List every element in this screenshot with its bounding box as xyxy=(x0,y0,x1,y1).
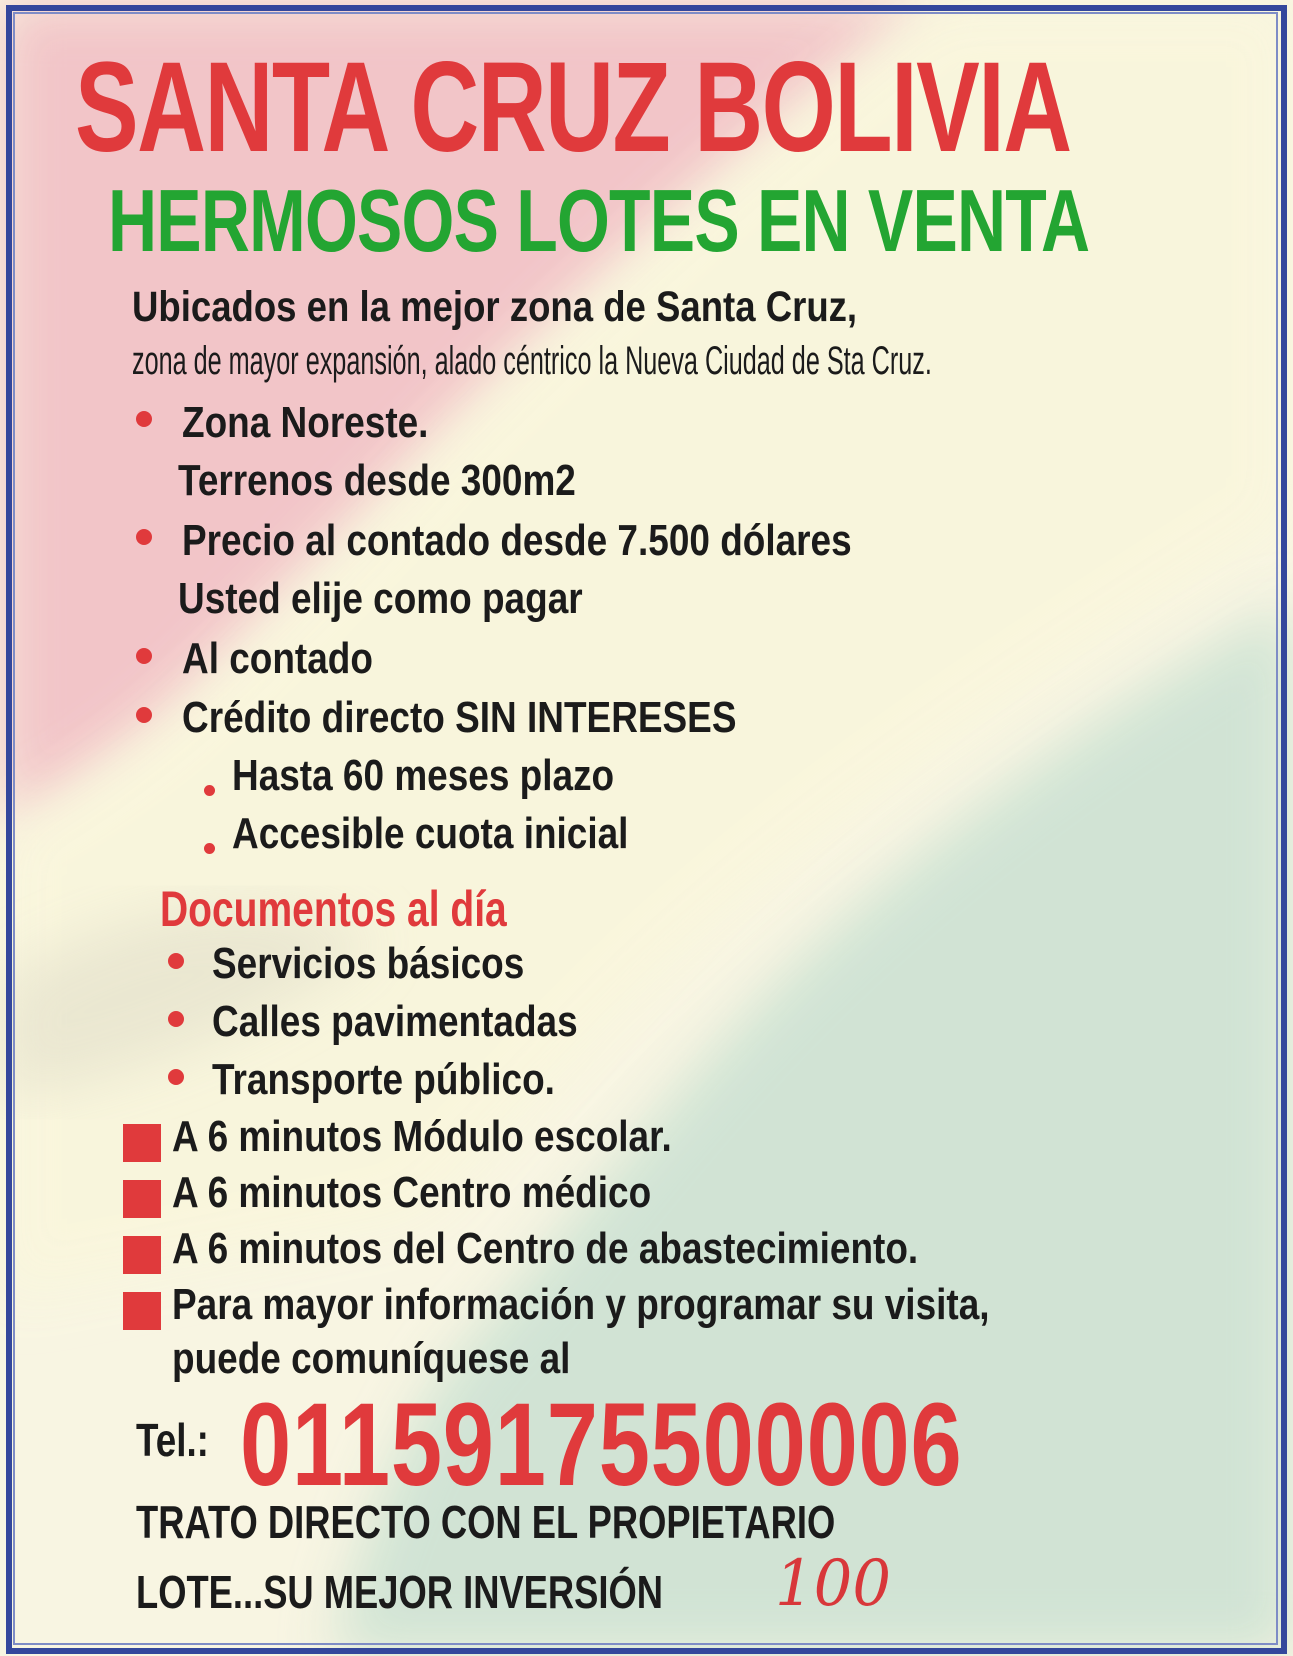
footer-owner-line: TRATO DIRECTO CON EL PROPIETARIO xyxy=(136,1496,836,1548)
feature-terrenos: Terrenos desde 300m2 xyxy=(178,456,576,505)
feature-zona: Zona Noreste. xyxy=(182,398,429,447)
poster-subtitle: HERMOSOS LOTES EN VENTA xyxy=(108,171,1090,270)
info-line: Para mayor información y programar su visita, xyxy=(172,1280,990,1329)
feature-cuota: Accesible cuota inicial xyxy=(232,809,629,858)
poster-title: SANTA CRUZ BOLIVIA xyxy=(75,36,1071,179)
red-square-icon xyxy=(123,1180,161,1218)
feature-contado: Al contado xyxy=(182,634,373,683)
handwritten-number: 100 xyxy=(775,1547,892,1621)
red-bullet-icon xyxy=(136,411,152,427)
red-bullet-icon xyxy=(204,843,215,854)
location-detail-line: zona de mayor expansión, alado céntrico la Nueva Ciudad de Sta Cruz. xyxy=(132,339,932,383)
nearby-item: A 6 minutos Centro médico xyxy=(172,1168,652,1217)
document-item: Servicios básicos xyxy=(212,939,525,988)
red-bullet-icon xyxy=(136,529,152,545)
red-square-icon xyxy=(123,1236,161,1274)
nearby-item: A 6 minutos Módulo escolar. xyxy=(172,1112,672,1161)
info-line: puede comuníquese al xyxy=(172,1334,571,1383)
documents-heading: Documentos al día xyxy=(160,881,507,937)
red-bullet-icon xyxy=(204,785,215,796)
red-bullet-icon xyxy=(136,707,152,723)
location-line: Ubicados en la mejor zona de Santa Cruz, xyxy=(132,283,858,331)
red-bullet-icon xyxy=(168,1069,184,1085)
nearby-item: A 6 minutos del Centro de abastecimiento. xyxy=(172,1224,919,1273)
red-square-icon xyxy=(123,1292,161,1330)
phone-number: 01159175500006 xyxy=(240,1379,963,1511)
feature-precio: Precio al contado desde 7.500 dólares xyxy=(182,516,852,565)
red-bullet-icon xyxy=(136,648,152,664)
document-item: Calles pavimentadas xyxy=(212,997,578,1046)
phone-label: Tel.: xyxy=(136,1414,209,1466)
feature-pago: Usted elije como pagar xyxy=(178,574,583,623)
red-bullet-icon xyxy=(168,953,184,969)
red-bullet-icon xyxy=(168,1011,184,1027)
document-item: Transporte público. xyxy=(212,1055,555,1104)
red-square-icon xyxy=(123,1124,161,1162)
footer-investment-line: LOTE...SU MEJOR INVERSIÓN xyxy=(136,1566,664,1618)
feature-credito: Crédito directo SIN INTERESES xyxy=(182,693,737,742)
feature-plazo: Hasta 60 meses plazo xyxy=(232,751,615,800)
